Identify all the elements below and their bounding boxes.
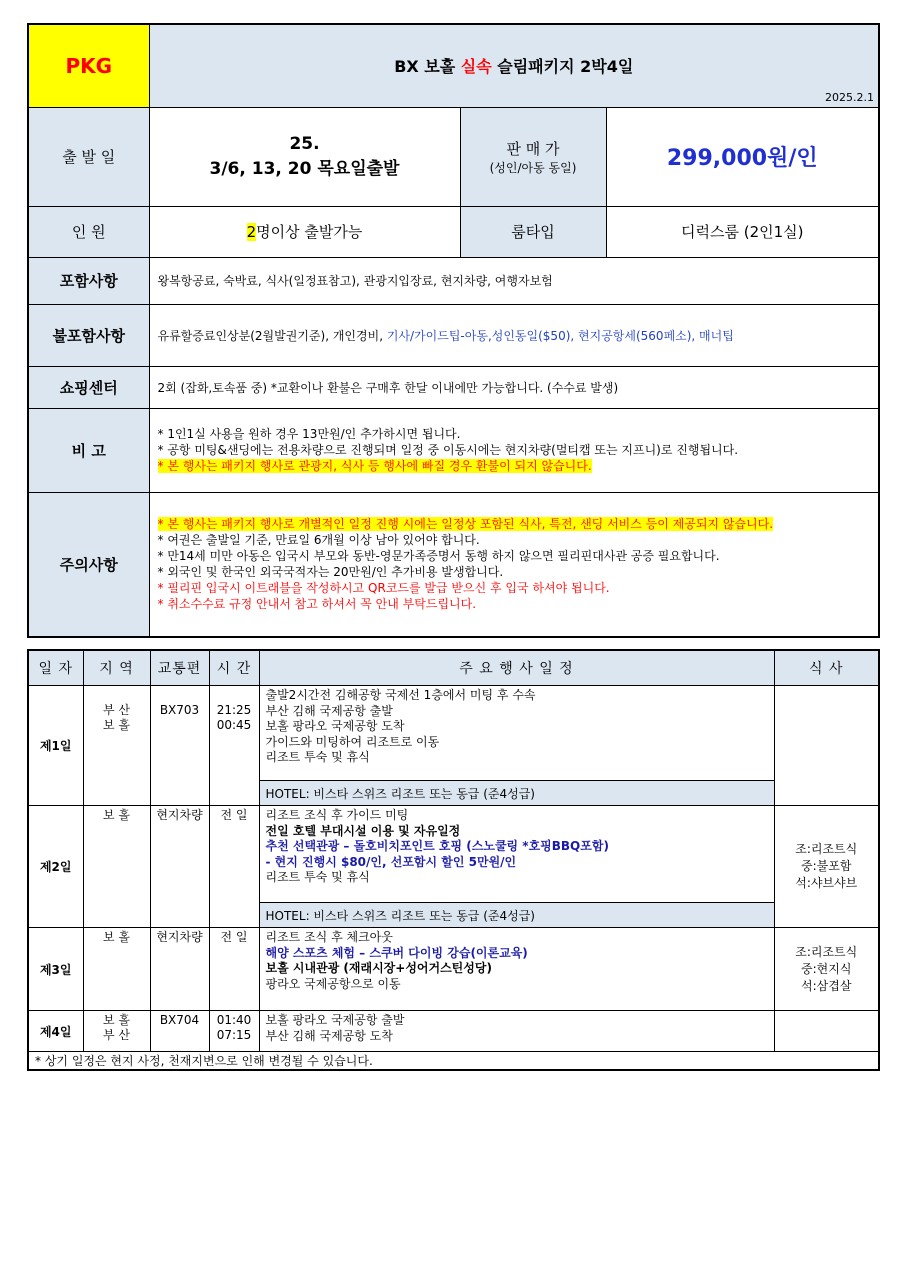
room-value: 디럭스룸 (2인1실) <box>606 206 879 257</box>
col-header-transport: 교통편 <box>150 650 209 686</box>
price-label-cell <box>460 107 606 206</box>
title-suffix: 슬림패키지 2박4일 <box>491 57 634 77</box>
caution-red-line: * 취소수수료 규정 안내서 참고 하셔서 꼭 안내 부탁드립니다. <box>157 597 477 612</box>
time-line: 21:25 <box>216 703 252 717</box>
day3-label: 제3일 <box>28 928 83 1011</box>
activity-line: 리조트 투숙 및 휴식 <box>265 870 370 884</box>
region-line: 보 홀 <box>103 718 130 732</box>
time-line: 01:40 <box>216 1013 252 1027</box>
day3-time: 전 일 <box>209 928 259 1011</box>
excludes-value <box>149 304 879 366</box>
package-info-table <box>27 23 880 638</box>
activity-line: 보홀 팡라오 국제공항 도착 <box>265 719 405 733</box>
activity-line: 보홀 팡라오 국제공항 출발 <box>265 1013 405 1027</box>
day3-transport: 현지차량 <box>150 928 209 1011</box>
col-header-schedule: 주 요 행 사 일 정 <box>259 650 774 686</box>
day3-region: 보 홀 <box>83 928 150 1011</box>
caution-red-line: * 필리핀 입국시 이트래블을 작성하시고 QR코드를 발급 받으신 후 입국 하셔야 됩니다. <box>157 581 610 596</box>
package-title <box>149 24 879 107</box>
caution-highlight: * 본 행사는 패키지 행사로 개별적인 일정 진행 시에는 일정상 포함된 식사, 특전, 샌딩 서비스 등이 제공되지 않습니다. <box>157 517 774 532</box>
time-line: 07:15 <box>216 1028 252 1042</box>
cautions-notes <box>149 492 879 637</box>
day1-meals <box>774 686 879 806</box>
day1-hotel: HOTEL: 비스타 스위즈 리조트 또는 동급 (준4성급) <box>259 781 774 806</box>
remarks-notes <box>149 408 879 492</box>
day4-activities <box>259 1011 774 1052</box>
price-label: 판 매 가 <box>506 139 560 158</box>
day2-meals <box>774 806 879 928</box>
itinerary-table <box>27 649 880 1071</box>
day4-transport: BX704 <box>150 1011 209 1052</box>
departure-days: 3/6, 13, 20 목요일출발 <box>209 158 400 179</box>
includes-label: 포함사항 <box>28 257 149 304</box>
time-line: 00:45 <box>216 718 252 732</box>
title-prefix: BX 보홀 <box>394 57 461 77</box>
remarks-label: 비 고 <box>28 408 149 492</box>
meal-line: 중:현지식 <box>801 961 852 976</box>
day3-meals <box>774 928 879 1011</box>
meal-line: 조:리조트식 <box>795 842 858 856</box>
itinerary-header-row <box>28 650 879 686</box>
departure-label: 출 발 일 <box>28 107 149 206</box>
document-date: 2025.2.1 <box>825 90 875 104</box>
activity-line: - 현지 진행시 $80/인, 선포함시 할인 5만원/인 <box>265 854 517 869</box>
day2-label: 제2일 <box>28 806 83 928</box>
includes-value: 왕복항공료, 숙박료, 식사(일정표참고), 관광지입장료, 현지차량, 여행자보험 <box>149 257 879 304</box>
activity-line: 출발2시간전 김해공항 국제선 1층에서 미팅 후 수속 <box>265 688 536 702</box>
room-label: 룸타입 <box>460 206 606 257</box>
day3-activities <box>259 928 774 1011</box>
meal-line: 석:삼겹살 <box>801 978 852 993</box>
day2-time: 전 일 <box>209 806 259 928</box>
caution-line: * 여권은 출발일 기준, 만료일 6개월 이상 남아 있어야 합니다. <box>157 533 480 548</box>
region-line: 부 산 <box>103 1028 130 1042</box>
pkg-badge: PKG <box>28 24 149 107</box>
day4-row <box>28 1011 879 1052</box>
col-header-meals: 식 사 <box>774 650 879 686</box>
people-min-text: 명이상 출발가능 <box>256 223 363 241</box>
remark-line: * 공항 미팅&샌딩에는 전용차량으로 진행되며 일정 중 이동시에는 현지차량(멀티캡 또는 지프니)로 진행됩니다. <box>157 443 739 457</box>
caution-line: * 만14세 미만 아동은 입국시 부모와 동반-영문가족증명서 동행 하지 않으면 필리핀대사관 공증 필요합니다. <box>157 549 720 564</box>
activity-line: 보홀 시내관광 (재래시장+성어거스틴성당) <box>265 961 492 975</box>
people-min-number: 2 <box>246 223 257 241</box>
day3-row <box>28 928 879 1011</box>
region-line: 보 홀 <box>103 1013 130 1027</box>
day1-times <box>209 686 259 806</box>
day2-region: 보 홀 <box>83 806 150 928</box>
activity-line: 가이드와 미팅하여 리조트로 이동 <box>265 734 440 749</box>
remark-highlight: * 본 행사는 패키지 행사로 관광지, 식사 등 행사에 빠질 경우 환불이 되지 않습니다. <box>157 459 592 473</box>
day1-activities <box>259 686 774 781</box>
col-header-region: 지 역 <box>83 650 150 686</box>
day4-region <box>83 1011 150 1052</box>
departure-dates <box>149 107 460 206</box>
people-label: 인 원 <box>28 206 149 257</box>
day1-row <box>28 686 879 781</box>
price-sublabel: (성인/아동 동일) <box>489 160 577 175</box>
day4-label: 제4일 <box>28 1011 83 1052</box>
departure-year: 25. <box>289 133 320 154</box>
day1-region <box>83 686 150 806</box>
day4-times <box>209 1011 259 1052</box>
day1-transport: BX703 <box>150 686 209 806</box>
day1-label: 제1일 <box>28 686 83 806</box>
excludes-label: 불포함사항 <box>28 304 149 366</box>
activity-line: 부산 김해 국제공항 출발 <box>265 703 393 718</box>
meal-line: 석:샤브샤브 <box>795 876 858 890</box>
col-header-time: 시 간 <box>209 650 259 686</box>
activity-line: 리조트 조식 후 체크아웃 <box>265 930 393 944</box>
day2-row <box>28 806 879 903</box>
meal-line: 조:리조트식 <box>795 944 858 959</box>
remark-line: * 1인1실 사용을 원하 경우 13만원/인 추가하시면 됩니다. <box>157 427 461 441</box>
col-header-day: 일 자 <box>28 650 83 686</box>
day4-meals <box>774 1011 879 1052</box>
price-value: 299,000원/인 <box>606 107 879 206</box>
activity-line: 리조트 투숙 및 휴식 <box>265 750 370 764</box>
activity-line: 부산 김해 국제공항 도착 <box>265 1028 393 1043</box>
title-red: 실속 <box>460 57 492 77</box>
itinerary-footnote: * 상기 일정은 현지 사정, 천재지변으로 인해 변경될 수 있습니다. <box>28 1052 879 1071</box>
shopping-label: 쇼핑센터 <box>28 366 149 408</box>
day2-transport: 현지차량 <box>150 806 209 928</box>
activity-line: 해양 스포츠 체험 – 스쿠버 다이빙 강습(이론교육) <box>265 945 528 960</box>
activity-line: 리조트 조식 후 가이드 미팅 <box>265 808 409 822</box>
region-line: 부 산 <box>103 703 130 717</box>
meal-line: 중:불포함 <box>801 859 852 873</box>
caution-line: * 외국인 및 한국인 외국국적자는 20만원/인 추가비용 발생합니다. <box>157 565 504 580</box>
activity-line: 추천 선택관광 – 돌호비치포인트 호핑 (스노쿨링 *호핑BBQ포함) <box>265 839 609 853</box>
day2-activities <box>259 806 774 903</box>
excludes-blue: 기사/가이드팁-아동,성인동일($50), 현지공항세(560페소), 매너팁 <box>386 328 734 343</box>
cautions-label: 주의사항 <box>28 492 149 637</box>
day2-hotel: HOTEL: 비스타 스위즈 리조트 또는 동급 (준4성급) <box>259 903 774 928</box>
people-value <box>149 206 460 257</box>
shopping-value: 2회 (잡화,토속품 중) *교환이나 환불은 구매후 한달 이내에만 가능합니다. (수수료 발생) <box>149 366 879 408</box>
activity-line: 전일 호텔 부대시설 이용 및 자유일정 <box>265 823 461 838</box>
excludes-black: 유류할증료인상분(2월발권기준), 개인경비, <box>157 328 387 343</box>
activity-line: 팡라오 국제공항으로 이동 <box>265 976 401 991</box>
